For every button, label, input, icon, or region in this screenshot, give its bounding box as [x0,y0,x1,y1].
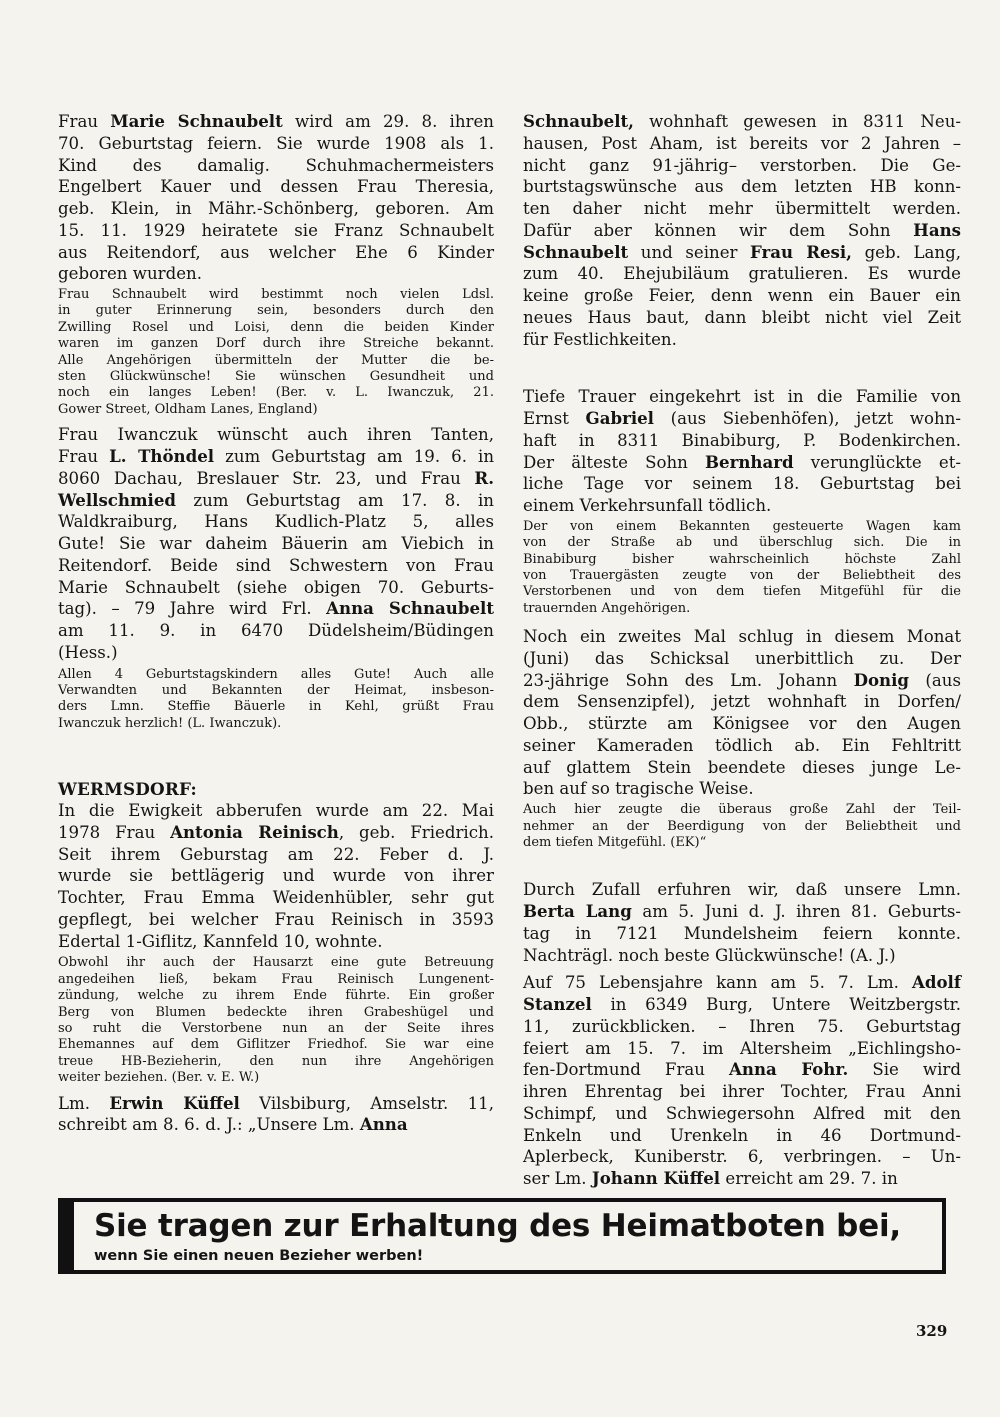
text-line: Tochter, Frau Emma Weidenhübler, sehr gut [58,888,494,908]
section-heading-wermsdorf: WERMSDORF: [58,779,197,800]
text-line: Binabiburg bisher wahrscheinlich höchste Zahl [523,551,961,567]
text-line: In die Ewigkeit abberufen wurde am 22. Mai [58,801,494,821]
text-line: 1978 Frau Antonia Reinisch, geb. Friedrich. [58,821,494,842]
article-gabriel-accident-note [523,519,961,617]
bold-name: Schnaubelt, [523,111,634,131]
text-line: treue HB-Bezieherin, den nun ihre Angehörigen [58,1053,494,1069]
text-line: hausen, Post Aham, ist bereits vor 2 Jahren – [523,133,961,153]
text-line: für Festlichkeiten. [523,329,677,349]
text-line: Kind des damalig. Schuhmachermeisters [58,155,494,175]
text-line: Dafür aber können wir dem Sohn Hans [523,219,961,240]
text-line: Zwilling Rosel und Loisi, denn die beiden Kinder [58,319,494,335]
text-line: Verwandten und Bekannten der Heimat, insbeson- [58,682,494,698]
text-line: geboren wurden. [58,264,202,284]
text-line: Berta Lang am 5. Juni d. J. ihren 81. Geburts- [523,901,961,922]
text-line: Tiefe Trauer eingekehrt ist in die Familie von [523,387,961,407]
text-line: Waldkraiburg, Hans Kudlich-Platz 5, alles [58,512,494,532]
text-line: Stanzel in 6349 Burg, Untere Weitzbergstr. [523,994,961,1015]
subscription-banner [58,1198,946,1274]
text-line: Obwohl ihr auch der Hausarzt eine gute Betreuung [58,955,494,971]
bold-name: Marie Schnaubelt [110,111,283,131]
text-line: Marie Schnaubelt (siehe obigen 70. Geburts- [58,577,494,597]
bold-name: Frau Resi, [750,241,852,262]
text-line: Noch ein zweites Mal schlug in diesem Monat [523,627,961,647]
text-line: auf glattem Stein beendete dieses junge Le- [523,757,961,777]
article-antonia-reinisch [58,800,494,952]
text-line: burtstagswünsche aus dem letzten HB konn- [523,177,961,197]
text-line: aus Reitendorf, aus welcher Ehe 6 Kinder [58,242,494,262]
text-line: 11, zurückblicken. – Ihren 75. Geburtstag [523,1016,961,1036]
text-line: tag in 7121 Mundelsheim feiern konnte. [523,923,961,943]
bold-name: L. Thöndel [109,446,215,466]
text-line: so ruht die Verstorbene nun an der Seite ihres [58,1021,494,1036]
article-antonia-reinisch-note [58,955,494,1086]
bold-name: Gabriel [585,408,654,428]
text-line: angedeihen ließ, bekam Frau Reinisch Lungenent- [58,971,494,987]
text-line: ser Lm. Johann Küffel erreicht am 29. 7. in [523,1168,898,1189]
text-line: liche Tage vor seinem 18. Geburtstag bei [523,474,961,494]
text-line: in guter Erinnerung sein, besonders durch den [58,303,494,319]
page-number: 329 [916,1322,948,1340]
text-line: Ehemannes auf dem Giflitzer Friedhof. Sie war eine [58,1037,494,1053]
text-line: zündung, welche zu ihrem Ende führte. Ein großer [58,988,494,1004]
text-line: geb. Klein, in Mähr.-Schönberg, geboren. Am [58,199,494,218]
bold-name: Anna Schnaubelt [326,598,494,619]
text-line: ihren Ehrentag bei ihrer Tochter, Frau Anni [523,1082,961,1102]
right-column [523,111,961,1190]
text-line: Edertal 1-Giflitz, Kannfeld 10, wohnte. [58,931,383,951]
article-marie-schnaubelt [58,111,494,285]
banner-title: Sie tragen zur Erhaltung des Heimatboten bei, [94,1208,901,1244]
text-line: am 11. 9. in 6470 Düdelsheim/Büdingen [58,621,494,640]
text-line: Der von einem Bekannten gesteuerte Wagen kam [523,518,961,534]
bold-name: Wellschmied [58,489,176,510]
bold-name: Schnaubelt [523,241,629,262]
bold-name: Bernhard [705,451,794,472]
text-line: 8060 Dachau, Breslauer Str. 23, und Frau R. [58,467,494,488]
text-line: ben auf so tragische Weise. [523,779,754,799]
text-line: waren im ganzen Dorf durch ihre Streiche bekannt. [58,336,494,352]
text-line: haft in 8311 Binabiburg, P. Bodenkirchen. [523,430,961,450]
text-line: ders Lmn. Steffie Bäuerle in Kehl, grüßt Frau [58,699,494,715]
text-line: Schimpf, und Schwiegersohn Alfred mit den [523,1103,961,1123]
text-line: dem tiefen Mitgefühl. (EK)“ [523,835,707,850]
text-line: Engelbert Kauer und dessen Frau Theresia, [58,177,494,197]
text-line: fen-Dortmund Frau Anna Fohr. Sie wird [523,1059,961,1080]
article-marie-schnaubelt-note [58,287,494,418]
bold-name: Adolf [912,972,961,993]
text-line: Auf 75 Lebensjahre kann am 5. 7. Lm. Adolf [523,972,961,993]
text-line: Durch Zufall erfuhren wir, daß unsere Lmn. [523,880,961,900]
text-line: feiert am 15. 7. im Altersheim „Eichlingsho- [523,1038,961,1058]
text-line: Wellschmied zum Geburtstag am 17. 8. in [58,489,494,510]
text-line: keine große Feier, denn wenn ein Bauer ein [523,286,961,305]
text-line: Lm. Erwin Küffel Vilsbiburg, Amselstr. 11, [58,1092,494,1113]
bold-name: Donig [853,669,909,690]
article-adolf-stanzel [523,972,961,1190]
text-line: einem Verkehrsunfall tödlich. [523,496,772,515]
bold-name: Anna [359,1114,408,1135]
text-line: Seit ihrem Geburstag am 22. Feber d. J. [58,844,494,864]
text-line: Auch hier zeugte die überaus große Zahl der Teil- [523,802,961,818]
text-line: Frau Schnaubelt wird bestimmt noch vielen Ldsl. [58,287,494,302]
text-line: gepflegt, bei welcher Frau Reinisch in 3593 [58,909,494,929]
text-line: nehmer an der Beerdigung von der Beliebtheit und [523,818,961,834]
bold-name: Stanzel [523,994,592,1015]
text-line: noch ein langes Leben! (Ber. v. L. Iwanczuk, 21. [58,385,494,401]
text-line: tag). – 79 Jahre wird Frl. Anna Schnaubelt [58,598,494,619]
text-line: Frau Marie Schnaubelt wird am 29. 8. ihren [58,111,494,131]
text-line: Gower Street, Oldham Lanes, England) [58,401,318,417]
text-line: Reitendorf. Beide sind Schwestern von Frau [58,555,494,575]
text-line: dem Sensenzipfel), jetzt wohnhaft in Dorfen/ [523,692,961,712]
text-line: Gute! Sie war daheim Bäuerin am Viebich in [58,534,494,553]
text-line: von der Straße ab und überschlug sich. Die in [523,535,961,551]
bold-name: Antonia Reinisch [170,821,339,842]
text-line: weiter beziehen. (Ber. v. E. W.) [58,1070,260,1086]
text-line: seiner Kameraden tödlich ab. Ein Fehltritt [523,735,961,755]
text-line: 15. 11. 1929 heiratete sie Franz Schnaubelt [58,220,494,240]
article-donig-accident-note [523,802,961,851]
text-line: Allen 4 Geburtstagskindern alles Gute! Auch alle [58,666,494,682]
text-line: Frau L. Thöndel zum Geburtstag am 19. 6. in [58,446,495,466]
banner-subtitle: wenn Sie einen neuen Bezieher werben! [94,1248,424,1264]
text-line: Enkeln und Urenkeln in 46 Dortmund- [523,1125,961,1145]
article-schnaubelt-continued [523,111,961,350]
bold-name: Johann Küffel [591,1168,721,1189]
text-line: schreibt am 8. 6. d. J.: „Unsere Lm. Anna [58,1114,408,1135]
text-line: (Hess.) [58,642,118,662]
bold-name: Berta Lang [523,901,632,922]
text-line: zum 40. Ehejubiläum gratulieren. Es wurde [523,264,961,284]
text-line: ten daher nicht mehr übermittelt werden. [523,199,961,218]
text-line: nicht ganz 91-jährig– verstorben. Die Ge- [523,155,961,175]
article-donig-accident [523,626,961,800]
text-line: Verstorbenen und von dem tiefen Mitgefühl für die [523,584,961,600]
article-berta-lang [523,879,961,966]
text-line: Aplerbeck, Kuniberstr. 6, verbringen. – Un- [523,1147,961,1167]
article-iwanczuk-greetings-note [58,667,494,733]
text-line: Der älteste Sohn Bernhard verunglückte et- [523,451,961,472]
article-erwin-kueffel [58,1093,494,1137]
text-line: Schnaubelt und seiner Frau Resi, geb. Lang, [523,241,961,262]
text-line: Nachträgl. noch beste Glückwünsche! (A. J.) [523,945,896,965]
text-line: (Juni) das Schicksal unerbittlich zu. Der [523,648,961,668]
bold-name: Hans [913,219,961,240]
article-iwanczuk-greetings [58,424,494,663]
text-line: Ernst Gabriel (aus Siebenhöfen), jetzt wohn- [523,408,961,428]
text-line: 70. Geburtstag feiern. Sie wurde 1908 als 1. [58,133,494,153]
text-line: neues Haus baut, dann bleibt nicht viel Zeit [523,307,961,327]
text-line: Alle Angehörigen übermitteln der Mutter die be- [58,352,494,368]
text-line: Schnaubelt, wohnhaft gewesen in 8311 Neu- [523,111,961,131]
article-gabriel-accident [523,386,961,517]
text-line: Berg von Blumen bedeckte ihren Grabeshügel und [58,1004,494,1020]
text-line: von Trauergästen zeugte von der Beliebtheit des [523,567,961,583]
text-line: wurde sie bettlägerig und wurde von ihrer [58,866,494,886]
bold-name: R. [474,467,494,488]
text-line: trauernden Angehörigen. [523,600,691,616]
text-line: sten Glückwünsche! Sie wünschen Gesundheit und [58,369,494,385]
text-line: Frau Iwanczuk wünscht auch ihren Tanten, [58,425,494,445]
bold-name: Erwin Küffel [109,1092,240,1113]
left-column [58,111,494,1136]
text-line: Obb., stürzte am Königsee vor den Augen [523,714,961,734]
bold-name: Anna Fohr. [729,1059,849,1080]
text-line: Iwanczuk herzlich! (L. Iwanczuk). [58,715,282,731]
text-line: 23-jährige Sohn des Lm. Johann Donig (aus [523,669,961,690]
